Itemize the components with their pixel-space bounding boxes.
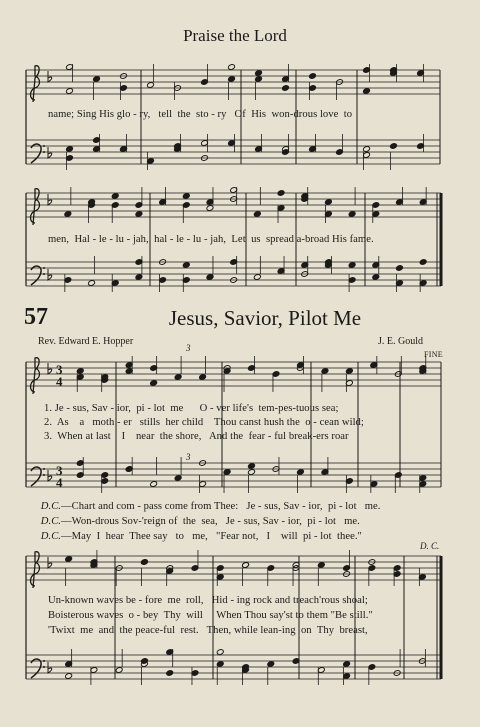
- verse-3-line: 'Twixt me and the peace-ful rest. Then, while lean-ing on Thy breast,: [48, 625, 368, 636]
- hymn-number: 57: [24, 304, 48, 330]
- verse-2-line: Boisterous waves o - bey Thy will When Thou say'st to them "Be still.": [48, 610, 373, 621]
- dc-text: —Won-drous Sov-'reign of the sea, Je - sus, Sav - ior, pi - lot me.: [61, 516, 360, 527]
- bass-clef: [31, 659, 41, 678]
- verse-3-line: 3. When at last I near the shore, And the fear - ful break-ers roar: [44, 431, 349, 442]
- bass-clef-dot: [43, 660, 45, 662]
- running-title: Praise the Lord: [183, 26, 287, 45]
- dc-text: —Chart and com - pass come from Thee: Je - sus, Sav - ior, pi - lot me.: [61, 501, 381, 512]
- fine-mark: FINE: [424, 350, 443, 359]
- lyric-line: name; Sing His glo - ry, tell the sto - ry Of His won-drous love to: [48, 109, 353, 120]
- composer-credit: J. E. Gould: [378, 336, 423, 347]
- notehead: [317, 562, 325, 569]
- notehead: [65, 673, 73, 680]
- time-signature-bottom: 4: [56, 475, 63, 490]
- flat-sign: [48, 557, 52, 568]
- flat-sign: [48, 662, 52, 673]
- triplet-mark: 3: [186, 452, 191, 462]
- notehead: [242, 562, 250, 569]
- time-signature-bottom: 4: [56, 374, 63, 389]
- verse-1-line: Un-known waves be - fore me roll, Hid - ing rock and treach'rous shoal;: [48, 595, 368, 606]
- notehead: [65, 556, 73, 563]
- time-signature-top: 3: [56, 463, 63, 478]
- triplet-mark: 3: [186, 343, 191, 353]
- notehead: [267, 661, 275, 668]
- time-signature-top: 3: [56, 362, 63, 377]
- notehead: [216, 661, 224, 668]
- bass-clef-dot: [43, 666, 45, 668]
- notehead: [141, 559, 149, 566]
- dc-mark: D. C.: [420, 541, 440, 551]
- dc-text: —May I hear Thee say to me, "Fear not, I will pi - lot thee.": [61, 531, 362, 542]
- notehead: [216, 649, 224, 656]
- author-credit: Rev. Edward E. Hopper: [38, 336, 134, 347]
- verse-2-line: 2. As a moth - er stills her child Thou canst hush the o - cean wild;: [44, 417, 364, 428]
- notehead: [166, 670, 174, 677]
- dc-label: D.C.: [40, 501, 62, 512]
- dc-label: D.C.: [40, 516, 62, 527]
- treble-clef: [31, 552, 40, 588]
- lyric-line: men, Hal - le - lu - jah, hal - le - lu - jah, Let us spread a-broad His fame.: [48, 234, 374, 245]
- notehead: [343, 661, 351, 668]
- verse-1-line: 1. Je - sus, Sav - ior, pi - lot me O - ver life's tem-pes-tuous sea;: [44, 403, 339, 414]
- dc-label: D.C.: [40, 531, 62, 542]
- hymn-title: Jesus, Savior, Pilot Me: [168, 306, 362, 330]
- notehead: [115, 667, 123, 674]
